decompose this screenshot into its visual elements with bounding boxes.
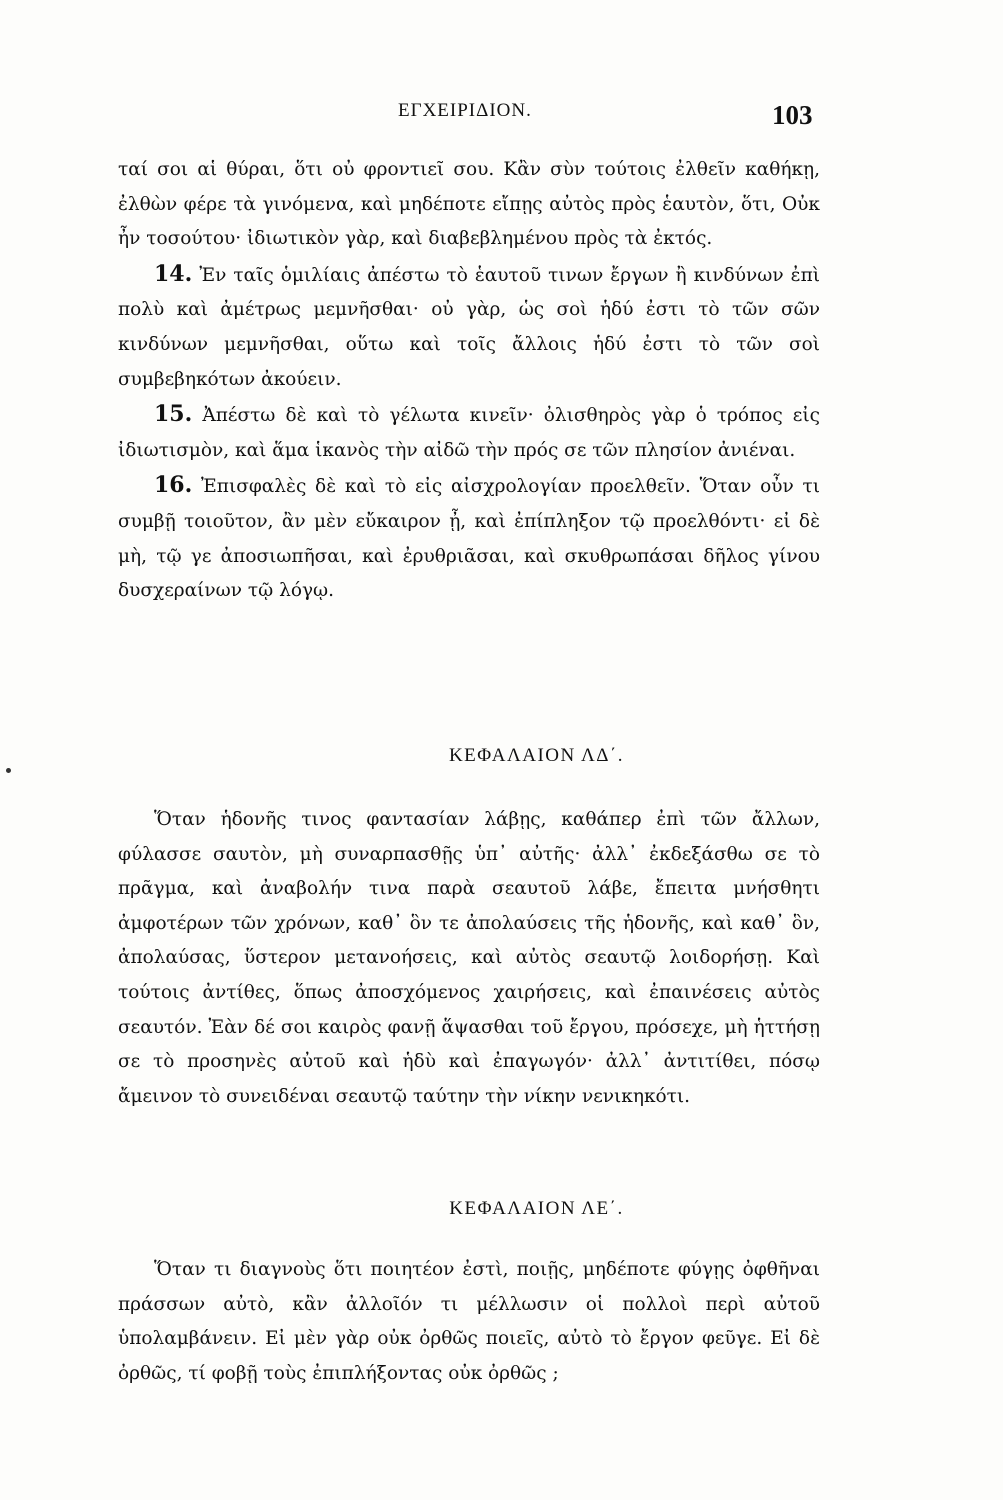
chapter-33-continuation xyxy=(118,153,820,609)
chapter-35-body xyxy=(118,1253,820,1391)
section-number: 16. xyxy=(154,472,193,499)
section-number: 15. xyxy=(154,401,193,428)
chapter-34-heading: ΚΕΦΑΛΑΙΟΝ ΛΔ΄. xyxy=(448,745,625,766)
chapter-34-paragraph: Ὅταν ἡδονῆς τινος φαντασίαν λάβῃς, καθάπερ ἐπὶ τῶν ἄλλων, φύλασσε σαυτὸν, μὴ συναρπασθῇς ὑπ᾽ αὐτῆς· ἀλλ᾽ ἐκδεξάσθω σε τὸ πρᾶγμα, καὶ ἀναβολήν τινα παρὰ σεαυτοῦ λάβε, ἔπειτα μνήσθητι ἀμφοτέρων τῶν χρόνων, καθ᾽ ὃν τε ἀπολαύσεις τῆς ἡδονῆς, καὶ καθ᾽ ὃν, ἀπολαύσας, ὕστερον μετανοήσεις, καὶ αὐτὸς σεαυτῷ λοιδορήσῃ. Καὶ τούτοις ἀντίθες, ὅπως ἀποσχόμενος χαιρήσεις, καὶ ἐπαινέσεις αὐτὸς σεαυτόν. Ἐὰν δέ σοι καιρὸς φανῇ ἅψασθαι τοῦ ἔργου, πρόσεχε, μὴ ἡττήσῃ σε τὸ προσηνὲς αὐτοῦ καὶ ἡδὺ καὶ ἐπαγωγόν· ἀλλ᾽ ἀντιτίθει, πόσῳ ἄμεινον τὸ συνειδέναι σεαυτῷ ταύτην τὴν νίκην νενικηκότι. xyxy=(118,809,820,1107)
section-14 xyxy=(118,257,820,397)
section-text: Ἐπισφαλὲς δὲ καὶ τὸ εἰς αἰσχρολογίαν προελθεῖν. Ὅταν οὖν τι συμβῇ τοιοῦτον, ἂν μὲν εὔκαιρον ᾖ, καὶ ἐπίπληξον τῷ προελθόντι· εἰ δὲ μὴ, τῷ γε ἀποσιωπῆσαι, καὶ ἐρυθριᾶσαι, καὶ σκυθρωπάσαι δῆλος γίνου δυσχεραίνων τῷ λόγῳ. xyxy=(118,476,820,602)
section-15 xyxy=(118,397,820,468)
section-16 xyxy=(118,468,820,608)
section-text: Ἀπέστω δὲ καὶ τὸ γέλωτα κινεῖν· ὀλισθηρὸς γὰρ ὁ τρόπος εἰς ἰδιωτισμὸν, καὶ ἅμα ἱκανὸς τὴν αἰδῶ τὴν πρός σε τῶν πλησίον ἀνιέναι. xyxy=(118,405,820,461)
chapter-34-body xyxy=(118,803,820,1114)
running-title: ΕΓΧΕΙΡΙΔΙΟΝ. xyxy=(398,100,532,121)
chapter-35-heading: ΚΕΦΑΛΑΙΟΝ ΛΕ΄. xyxy=(449,1198,624,1219)
section-text: Ἐν ταῖς ὁμιλίαις ἀπέστω τὸ ἑαυτοῦ τινων ἔργων ἢ κινδύνων ἐπὶ πολὺ καὶ ἀμέτρως μεμνῆσθαι· οὐ γὰρ, ὡς σοὶ ἡδύ ἐστι τὸ τῶν σῶν κινδύνων μεμνῆσθαι, οὕτω καὶ τοῖς ἄλλοις ἡδύ ἐστι τὸ τῶν σοὶ συμβεβηκότων ἀκούειν. xyxy=(118,264,820,390)
paragraph-continuation: ταί σοι αἱ θύραι, ὅτι οὐ φροντιεῖ σου. Κἂν σὺν τούτοις ἐλθεῖν καθήκῃ, ἐλθὼν φέρε τὰ γινόμενα, καὶ μηδέποτε εἴπῃς αὐτὸς πρὸς ἑαυτὸν, ὅτι, Οὐκ ἦν τοσούτου· ἰδιωτικὸν γὰρ, καὶ διαβεβλημένου πρὸς τὰ ἐκτός. xyxy=(118,159,820,250)
chapter-35-paragraph: Ὅταν τι διαγνοὺς ὅτι ποιητέον ἐστὶ, ποιῇς, μηδέποτε φύγῃς ὀφθῆναι πράσσων αὐτὸ, κἂν ἀλλοῖόν τι μέλλωσιν οἱ πολλοὶ περὶ αὐτοῦ ὑπολαμβάνειν. Εἰ μὲν γὰρ οὐκ ὀρθῶς ποιεῖς, αὐτὸ τὸ ἔργον φεῦγε. Εἰ δὲ ὀρθῶς, τί φοβῇ τοὺς ἐπιπλήξοντας οὐκ ὀρθῶς ; xyxy=(118,1259,820,1384)
margin-mark xyxy=(6,768,11,773)
page-number: 103 xyxy=(772,100,813,130)
section-number: 14. xyxy=(154,260,193,287)
